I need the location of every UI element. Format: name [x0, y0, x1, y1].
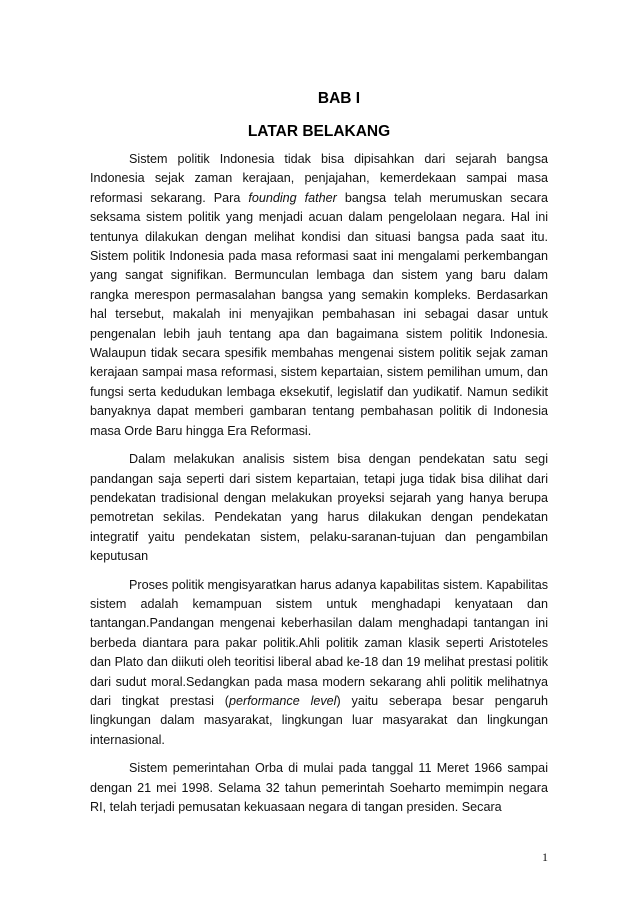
body-text — [90, 150, 548, 817]
paragraph-4 — [90, 759, 548, 817]
text-run: Proses politik mengisyaratkan harus adanya kapabilitas sistem. Kapabilitas sistem adalah kemampuan sistem untuk menghadapi kenyataan dan tantangan.Pandangan mengenai keberhasilan dalam menghadapi tantangan ini berbeda diantara para pakar politik.Ahli politik zaman klasik seperti Aristoteles dan Plato dan diikuti oleh teoritisi liberal abad ke-18 dan 19 melihat prestasi politik dari sudut moral.Sedangkan pada masa modern sekarang ahli politik melihatnya dari tingkat prestasi ( — [90, 577, 548, 708]
paragraph-1 — [90, 150, 548, 441]
italic-term: performance level — [229, 693, 337, 708]
text-run: Sistem politik Indonesia tidak bisa dipisahkan dari sejarah bangsa Indonesia sejak zaman kerajaan, penjajahan, kemerdekaan sampai masa reformasi sekarang. Para — [90, 152, 548, 205]
paragraph-2 — [90, 450, 548, 566]
text-run: Dalam melakukan analisis sistem bisa dengan pendekatan satu segi pandangan saja seperti dari sistem kepartaian, tetapi juga tidak bisa dilihat dari pendekatan tradisional dengan melakukan proyeksi sejarah yang hanya berupa pemotretan sekilas. Pendekatan yang harus dilakukan dengan pendekatan integratif yaitu pendekatan sistem, pelaku-saranan-tujuan dan pengambilan keputusan — [90, 452, 548, 564]
page-number: 1 — [542, 850, 548, 864]
text-run: Sistem pemerintahan Orba di mulai pada tanggal 11 Meret 1966 sampai dengan 21 mei 1998. Selama 32 tahun pemerintah Soeharto memimpin negara RI, telah terjadi pemusatan kekuasaan negara di tangan presiden. Secara — [90, 761, 548, 814]
text-run: bangsa telah merumuskan secara seksama sistem politik yang menjadi acuan dalam pengelolaan negara. Hal ini tentunya dilakukan dengan melihat kondisi dan situasi bangsa pada saat itu. Sistem politik Indonesia pada masa reformasi saat ini mengalami perkembangan yang sangat signifikan. Bermunculan lembaga dan sistem yang baru dalam rangka merespon permasalahan bangsa yang semakin kompleks. Berdasarkan hal tersebut, makalah ini menyajikan pembahasan ini sebagai dasar untuk pengenalan lebih jauh tentang apa dan bagaimana sistem politik Indonesia. Walaupun tidak secara spesifik membahas mengenai sistem politik sejak zaman kerajaan sampai masa reformasi, sistem kepartaian, sistem pemilihan umum, dan fungsi serta kedudukan lembaga eksekutif, legislatif dan yudikatif. Namun sedikit banyaknya dapat memberi gambaran tentang pembahasan politik di Indonesia masa Orde Baru hingga Era Reformasi. — [90, 190, 548, 438]
chapter-heading: BAB I — [317, 90, 361, 107]
section-title: LATAR BELAKANG — [247, 123, 391, 140]
italic-term: founding father — [248, 190, 337, 205]
text-run: ) yaitu seberapa besar pengaruh lingkungan dalam masyarakat, lingkungan luar masyarakat dan lingkungan internasional. — [90, 693, 548, 747]
paragraph-3 — [90, 576, 548, 751]
